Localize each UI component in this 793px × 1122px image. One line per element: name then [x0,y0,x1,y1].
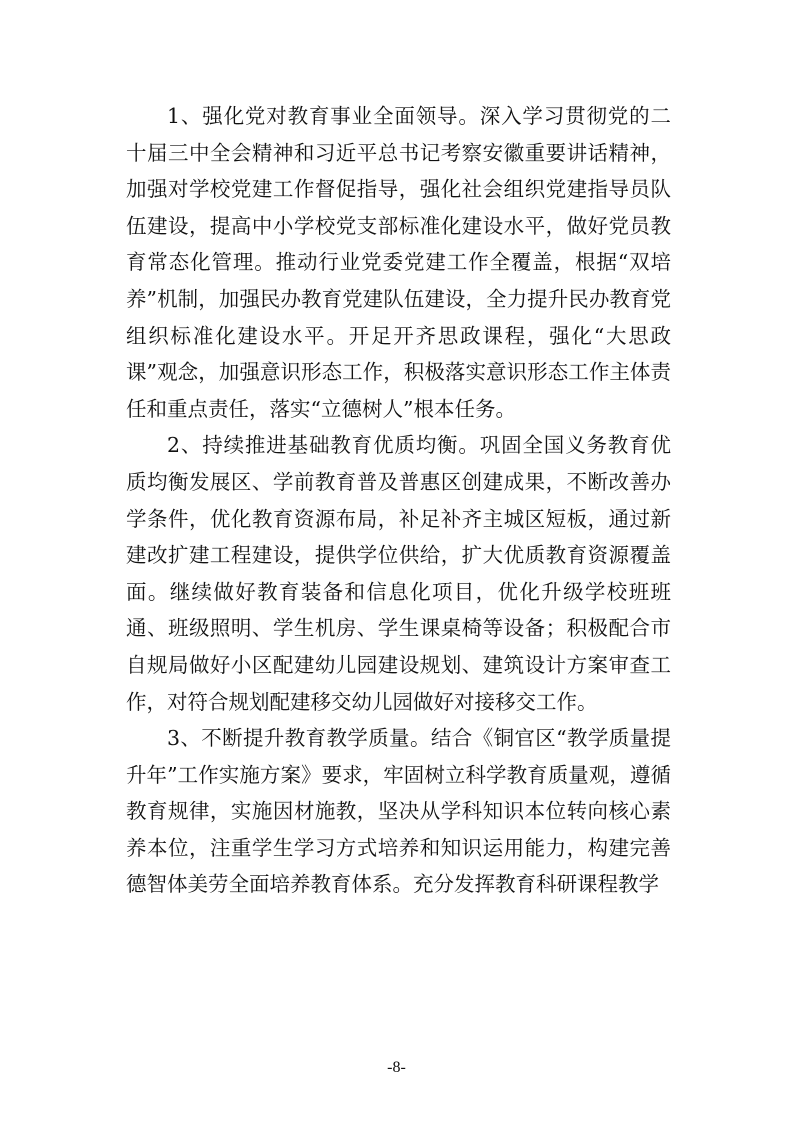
document-body [126,98,671,903]
paragraph-party-leadership: 1、强化党对教育事业全面领导。深入学习贯彻党的二十届三中全会精神和习近平总书记考察安徽重要讲话精神，加强对学校党建工作督促指导，强化社会组织党建指导员队伍建设，提高中小学校党支部标准化建设水平，做好党员教育常态化管理。推动行业党委党建工作全覆盖，根据“双培养”机制，加强民办教育党建队伍建设，全力提升民办教育党组织标准化建设水平。开足开齐思政课程，强化“大思政课”观念，加强意识形态工作，积极落实意识形态工作主体责任和重点责任，落实“立德树人”根本任务。 [126,104,671,421]
paragraph-teaching-quality: 3、不断提升教育教学质量。结合《铜官区“教学质量提升年”工作实施方案》要求，牢固树立科学教育质量观，遵循教育规律，实施因材施教，坚决从学科知识本位转向核心素养本位，注重学生学习方式培养和知识运用能力，构建完善德智体美劳全面培养教育体系。充分发挥教育科研课程教学 [126,726,671,897]
page-number: -8- [387,1059,406,1076]
paragraph-basic-education: 2、持续推进基础教育优质均衡。巩固全国义务教育优质均衡发展区、学前教育普及普惠区创建成果，不断改善办学条件，优化教育资源布局，补足补齐主城区短板，通过新建改扩建工程建设，提供学位供给，扩大优质教育资源覆盖面。继续做好教育装备和信息化项目，优化升级学校班班通、班级照明、学生机房、学生课桌椅等设备；积极配合市自规局做好小区配建幼儿园建设规划、建筑设计方案审查工作，对符合规划配建移交幼儿园做好对接移交工作。 [126,433,671,714]
